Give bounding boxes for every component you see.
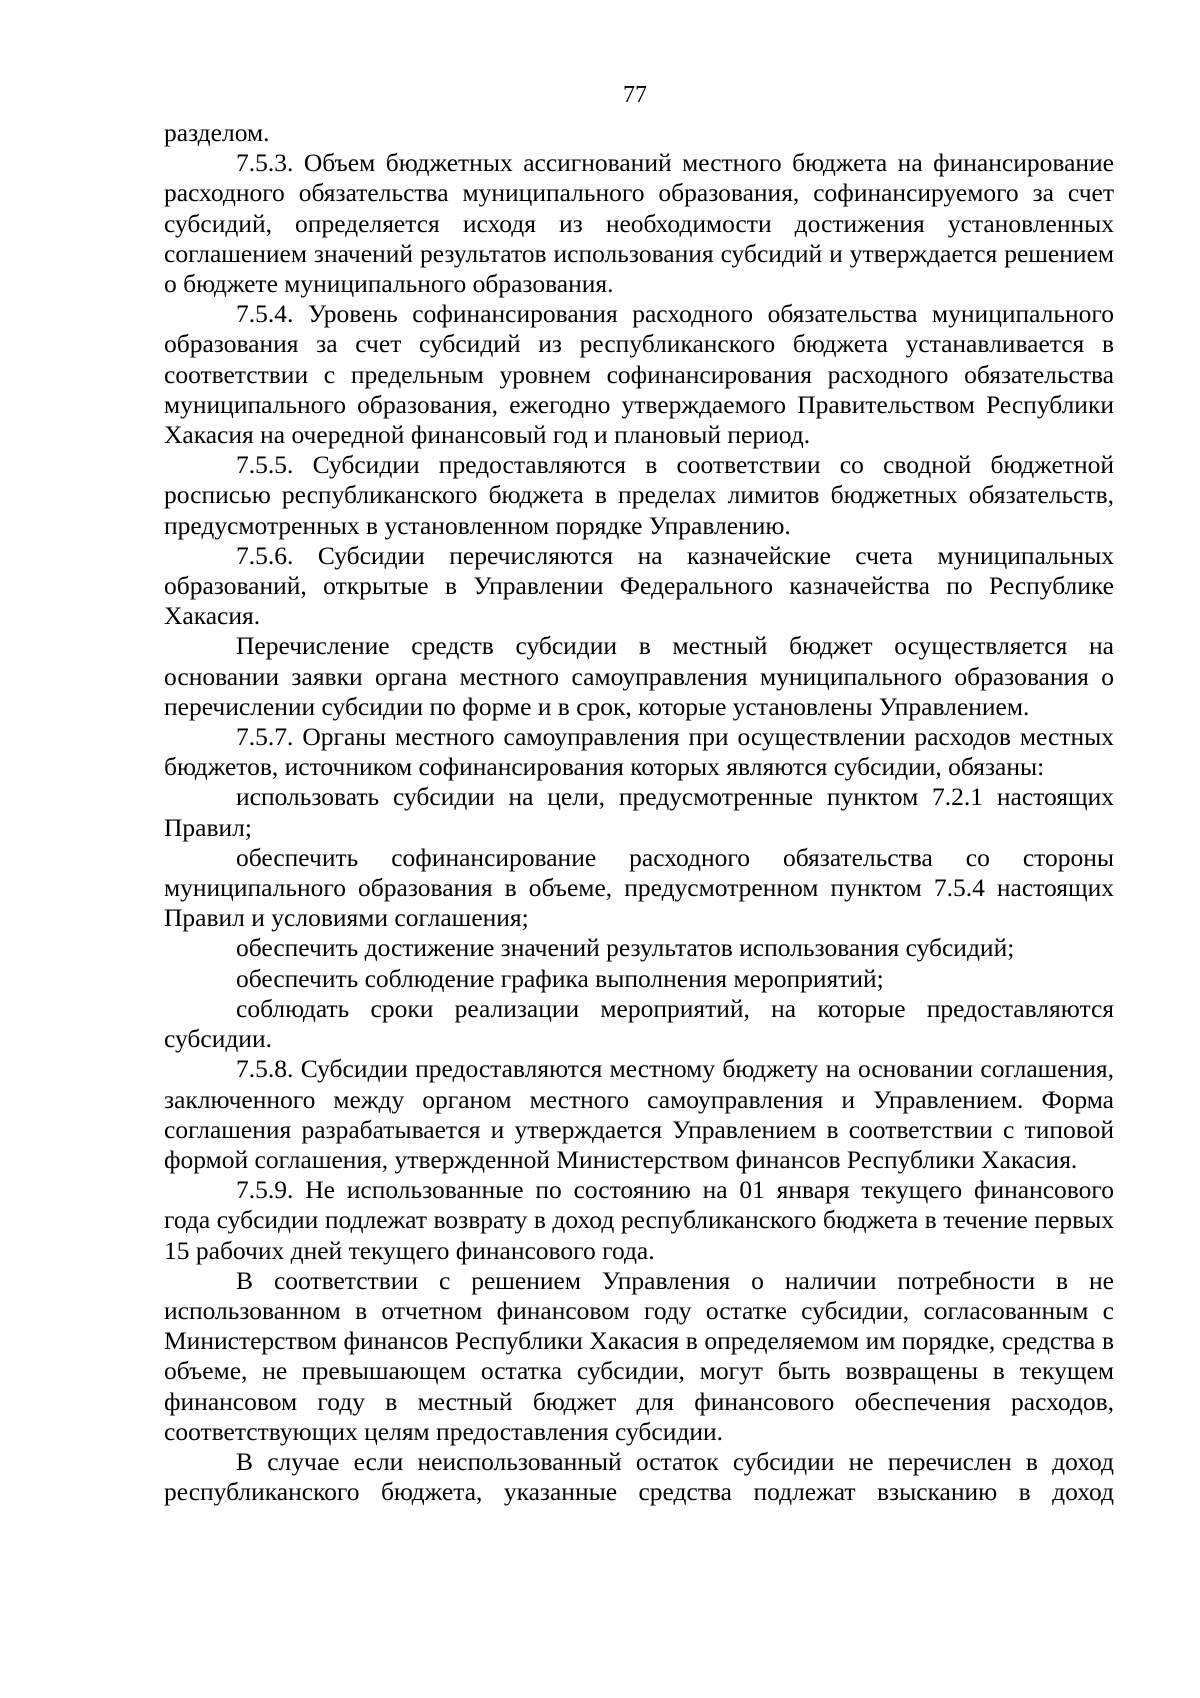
paragraph-remaining-balance-decision: В соответствии с решением Управления о наличии потребности в не использованном в отчетном финансовом году остатке субсидии, согласованным с Министерством финансов Республики Хакасия в определяемом им порядке, средства в объеме, не превышающем остатка субсидии, могут быть возвращены в текущем финансовом году в местный бюджет для финансового обеспечения расходов, соответствующих целям предоставления субсидии. — [164, 1265, 1114, 1446]
paragraph-continuation: разделом. — [164, 118, 270, 147]
paragraph-7-5-5: 7.5.5. Субсидии предоставляются в соответствии со сводной бюджетной росписью республиканского бюджета в пределах лимитов бюджетных обязательств, предусмотренных в установленном порядке Управлению. — [164, 450, 1114, 540]
obligation-item-results: обеспечить достижение значений результатов использования субсидий; — [236, 933, 1015, 963]
paragraph-7-5-7: 7.5.7. Органы местного самоуправления при осуществлении расходов местных бюджетов, источником софинансирования которых являются субсидии, обязаны: — [164, 722, 1114, 782]
paragraph-7-5-9: 7.5.9. Не использованные по состоянию на 01 января текущего финансового года субсидии подлежат возврату в доход республиканского бюджета в течение первых 15 рабочих дней текущего финансового года. — [164, 1175, 1114, 1265]
paragraph-7-5-4: 7.5.4. Уровень софинансирования расходного обязательства муниципального образования за счет субсидий из республиканского бюджета устанавливается в соответствии с предельным уровнем софинансирования расходного обязательства муниципального образования, ежегодно утверждаемого Правительством Республики Хакасия на очередной финансовый год и плановый период. — [164, 299, 1114, 450]
obligation-item-deadlines: соблюдать сроки реализации мероприятий, на которые предоставляются субсидии. — [164, 993, 1114, 1054]
paragraph-transfer-basis: Перечисление средств субсидии в местный бюджет осуществляется на основании заявки органа местного самоуправления муниципального образования о перечислении субсидии по форме и в срок, которые установлены Управлением. — [164, 631, 1114, 721]
obligation-item-cofinancing: обеспечить софинансирование расходного обязательства со стороны муниципального образования в объеме, предусмотренном пунктом 7.5.4 настоящих Правил и условиями соглашения; — [164, 842, 1114, 933]
paragraph-7-5-3: 7.5.3. Объем бюджетных ассигнований местного бюджета на финансирование расходного обязательства муниципального образования, софинансируемого за счет субсидий, определяется исходя из необходимости достижения установленных соглашением значений результатов использования субсидий и утверждается решением о бюджете муниципального образования. — [164, 148, 1114, 299]
obligation-item-use-subsidies: использовать субсидии на цели, предусмотренные пунктом 7.2.1 настоящих Правил; — [164, 782, 1114, 842]
page-number: 77 — [623, 82, 647, 108]
paragraph-7-5-8: 7.5.8. Субсидии предоставляются местному бюджету на основании соглашения, заключенного между органом местного самоуправления и Управлением. Форма соглашения разрабатывается и утверждается Управлением в соответствии с типовой формой соглашения, утвержденной Министерством финансов Республики Хакасия. — [164, 1054, 1114, 1174]
document-body — [164, 118, 1114, 1507]
obligation-item-schedule: обеспечить соблюдение графика выполнения мероприятий; — [236, 963, 884, 993]
paragraph-7-5-6: 7.5.6. Субсидии перечисляются на казначейские счета муниципальных образований, открытые в Управлении Федерального казначейства по Республике Хакасия. — [164, 540, 1114, 631]
paragraph-unreturned-balance: В случае если неиспользованный остаток субсидии не перечислен в доход республиканского бюджета, указанные средства подлежат взысканию в доход — [164, 1446, 1114, 1507]
